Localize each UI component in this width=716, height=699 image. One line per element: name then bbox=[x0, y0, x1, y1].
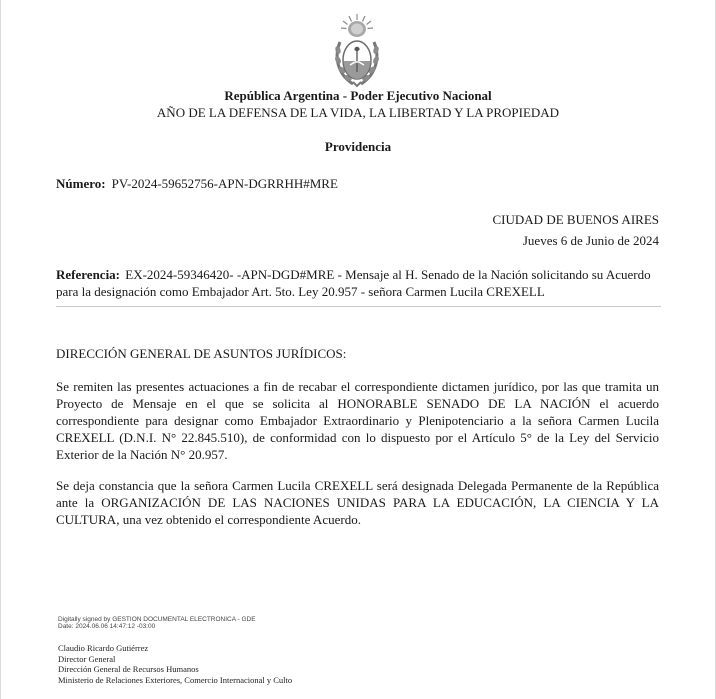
reference-block bbox=[56, 266, 661, 300]
document-number-label: Número: bbox=[56, 176, 106, 191]
signatory-name: Claudio Ricardo Gutiérrez bbox=[58, 643, 149, 653]
body-paragraph-1: Se remiten las presentes actuaciones a fin de recabar el correspondiente dictamen jurídico, por las que tramita un Proyecto de Mensaje en el que se solicita al HONORABLE SENADO DE LA NACIÓN el acuerdo correspondiente para designar como Embajador Extraordinario y Plenipotenciario a la señora Carmen Lucila CREXELL (D.N.I. N° 22.845.510), de conformidad con lo dispuesto por el Artículo 5° de la Ley del Servicio Exterior de la Nación N° 20.957. bbox=[56, 379, 659, 462]
document-number-value: PV-2024-59652756-APN-DGRRHH#MRE bbox=[111, 176, 338, 191]
reference-text: EX-2024-59346420- -APN-DGD#MRE - Mensaje al H. Senado de la Nación solicitando su Acuerdo para la designación como Embajador Art. 5to. Ley 20.957 - señora Carmen Lucila CREXELL bbox=[56, 267, 651, 299]
document-type-title: Providencia bbox=[324, 139, 392, 154]
signatory-position: Director General bbox=[58, 653, 116, 664]
digital-signature-line-2: Date: 2024.06.06 14:47:12 -03:00 bbox=[58, 623, 156, 630]
signatory-unit: Dirección General de Recursos Humanos bbox=[58, 664, 199, 674]
document-number bbox=[56, 176, 338, 192]
city-line: CIUDAD DE BUENOS AIRES bbox=[492, 212, 659, 227]
body-paragraph-2: Se deja constancia que la señora Carmen Lucila CREXELL será designada Delegada Permanente de la República ante la ORGANIZACIÓN DE LAS NACIONES UNIDAS PARA LA EDUCACIÓN, LA CIENCIA Y LA CULTURA, una vez obtenido el correspondiente Acuerdo. bbox=[56, 478, 659, 527]
reference-divider bbox=[56, 306, 661, 307]
coat-of-arms-argentina-icon bbox=[333, 12, 381, 88]
digital-signature-line-1: Digitally signed by GESTION DOCUMENTAL ELECTRONICA - GDE bbox=[58, 616, 256, 623]
signatory-ministry: Ministerio de Relaciones Exteriores, Comercio Internacional y Culto bbox=[58, 674, 293, 685]
addressee-line: DIRECCIÓN GENERAL DE ASUNTOS JURÍDICOS: bbox=[56, 346, 347, 361]
reference-label: Referencia: bbox=[56, 267, 121, 282]
date-line: Jueves 6 de Junio de 2024 bbox=[522, 233, 659, 248]
institution-heading: República Argentina - Poder Ejecutivo Nacional bbox=[224, 88, 492, 103]
year-motto: AÑO DE LA DEFENSA DE LA VIDA, LA LIBERTAD Y LA PROPIEDAD bbox=[156, 105, 560, 120]
signatory-block bbox=[58, 643, 292, 685]
digital-signature-stamp bbox=[58, 616, 256, 630]
